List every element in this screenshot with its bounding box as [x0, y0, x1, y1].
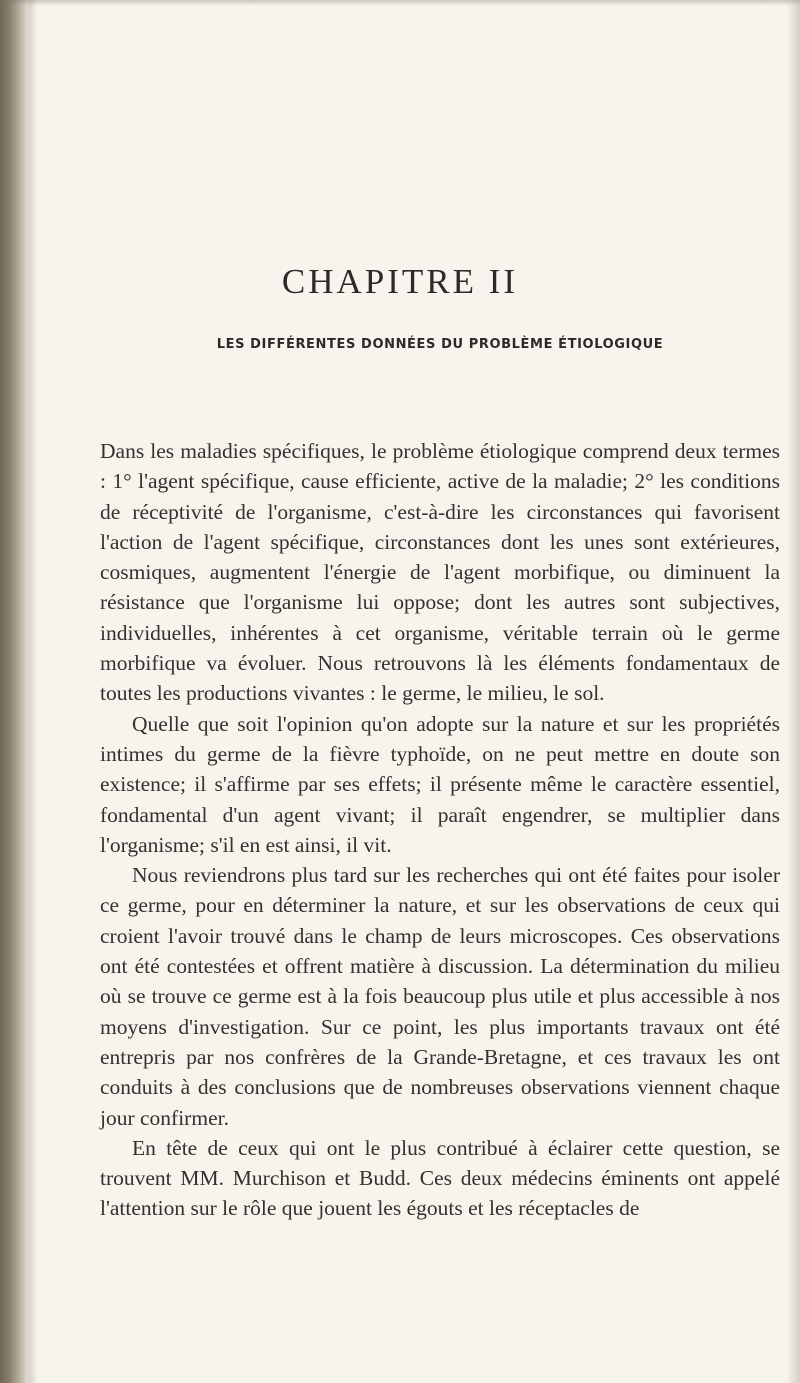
paragraph: En tête de ceux qui ont le plus contribué à éclairer cette question, se trouvent MM. Murchison et Budd. Ces deux médecins éminents ont appelé l'attention sur le rôle que jouent les égouts et les réceptacles de [100, 1135, 780, 1221]
paragraph: Quelle que soit l'opinion qu'on adopte sur la nature et sur les propriétés intimes du germe de la fièvre typhoïde, on ne peut mettre en doute son existence; il s'affirme par ses effets; il présente même le caractère essentiel, fondamental d'un agent vivant; il paraît engendrer, se multiplier dans l'organisme; s'il en est ainsi, il vit. [100, 711, 780, 857]
chapter-subtitle: LES DIFFÉRENTES DONNÉES DU PROBLÈME ÉTIOLOGIQUE [216, 337, 664, 352]
top-edge-shadow [0, 0, 800, 6]
chapter-title: CHAPITRE II [281, 262, 519, 301]
right-edge-shadow [786, 0, 800, 1383]
page-binding [0, 0, 28, 1383]
paragraph: Dans les maladies spécifiques, le problème étiologique comprend deux termes : 1° l'agent spécifique, cause efficiente, active de la maladie; 2° les conditions de réceptivité de l'organisme, c'est-à-dire les circonstances qui favorisent l'action de l'agent spécifique, circonstances dont les unes sont extérieures, cosmiques, augmentent l'énergie de l'agent morbifique, ou diminuent la résistance que l'organisme lui oppose; dont les autres sont subjectives, individuelles, inhérentes à cet organisme, véritable terrain où le germe morbifique va évoluer. Nous retrouvons là les éléments fondamentaux de toutes les productions vivantes : le germe, le milieu, le sol. [100, 439, 780, 706]
binding-shadow [28, 0, 38, 1383]
body-text [100, 436, 780, 1224]
paragraph: Nous reviendrons plus tard sur les recherches qui ont été faites pour isoler ce germe, pour en déterminer la nature, et sur les observations de ceux qui croient l'avoir trouvé dans le champ de leurs microscopes. Ces observations ont été contestées et offrent matière à discussion. La détermination du milieu où se trouve ce germe est à la fois beaucoup plus utile et plus accessible à nos moyens d'investigation. Sur ce point, les plus importants travaux ont été entrepris par nos confrères de la Grande-Bretagne, et ces travaux les ont conduits à des conclusions que de nombreuses observations viennent chaque jour confirmer. [100, 863, 780, 1130]
